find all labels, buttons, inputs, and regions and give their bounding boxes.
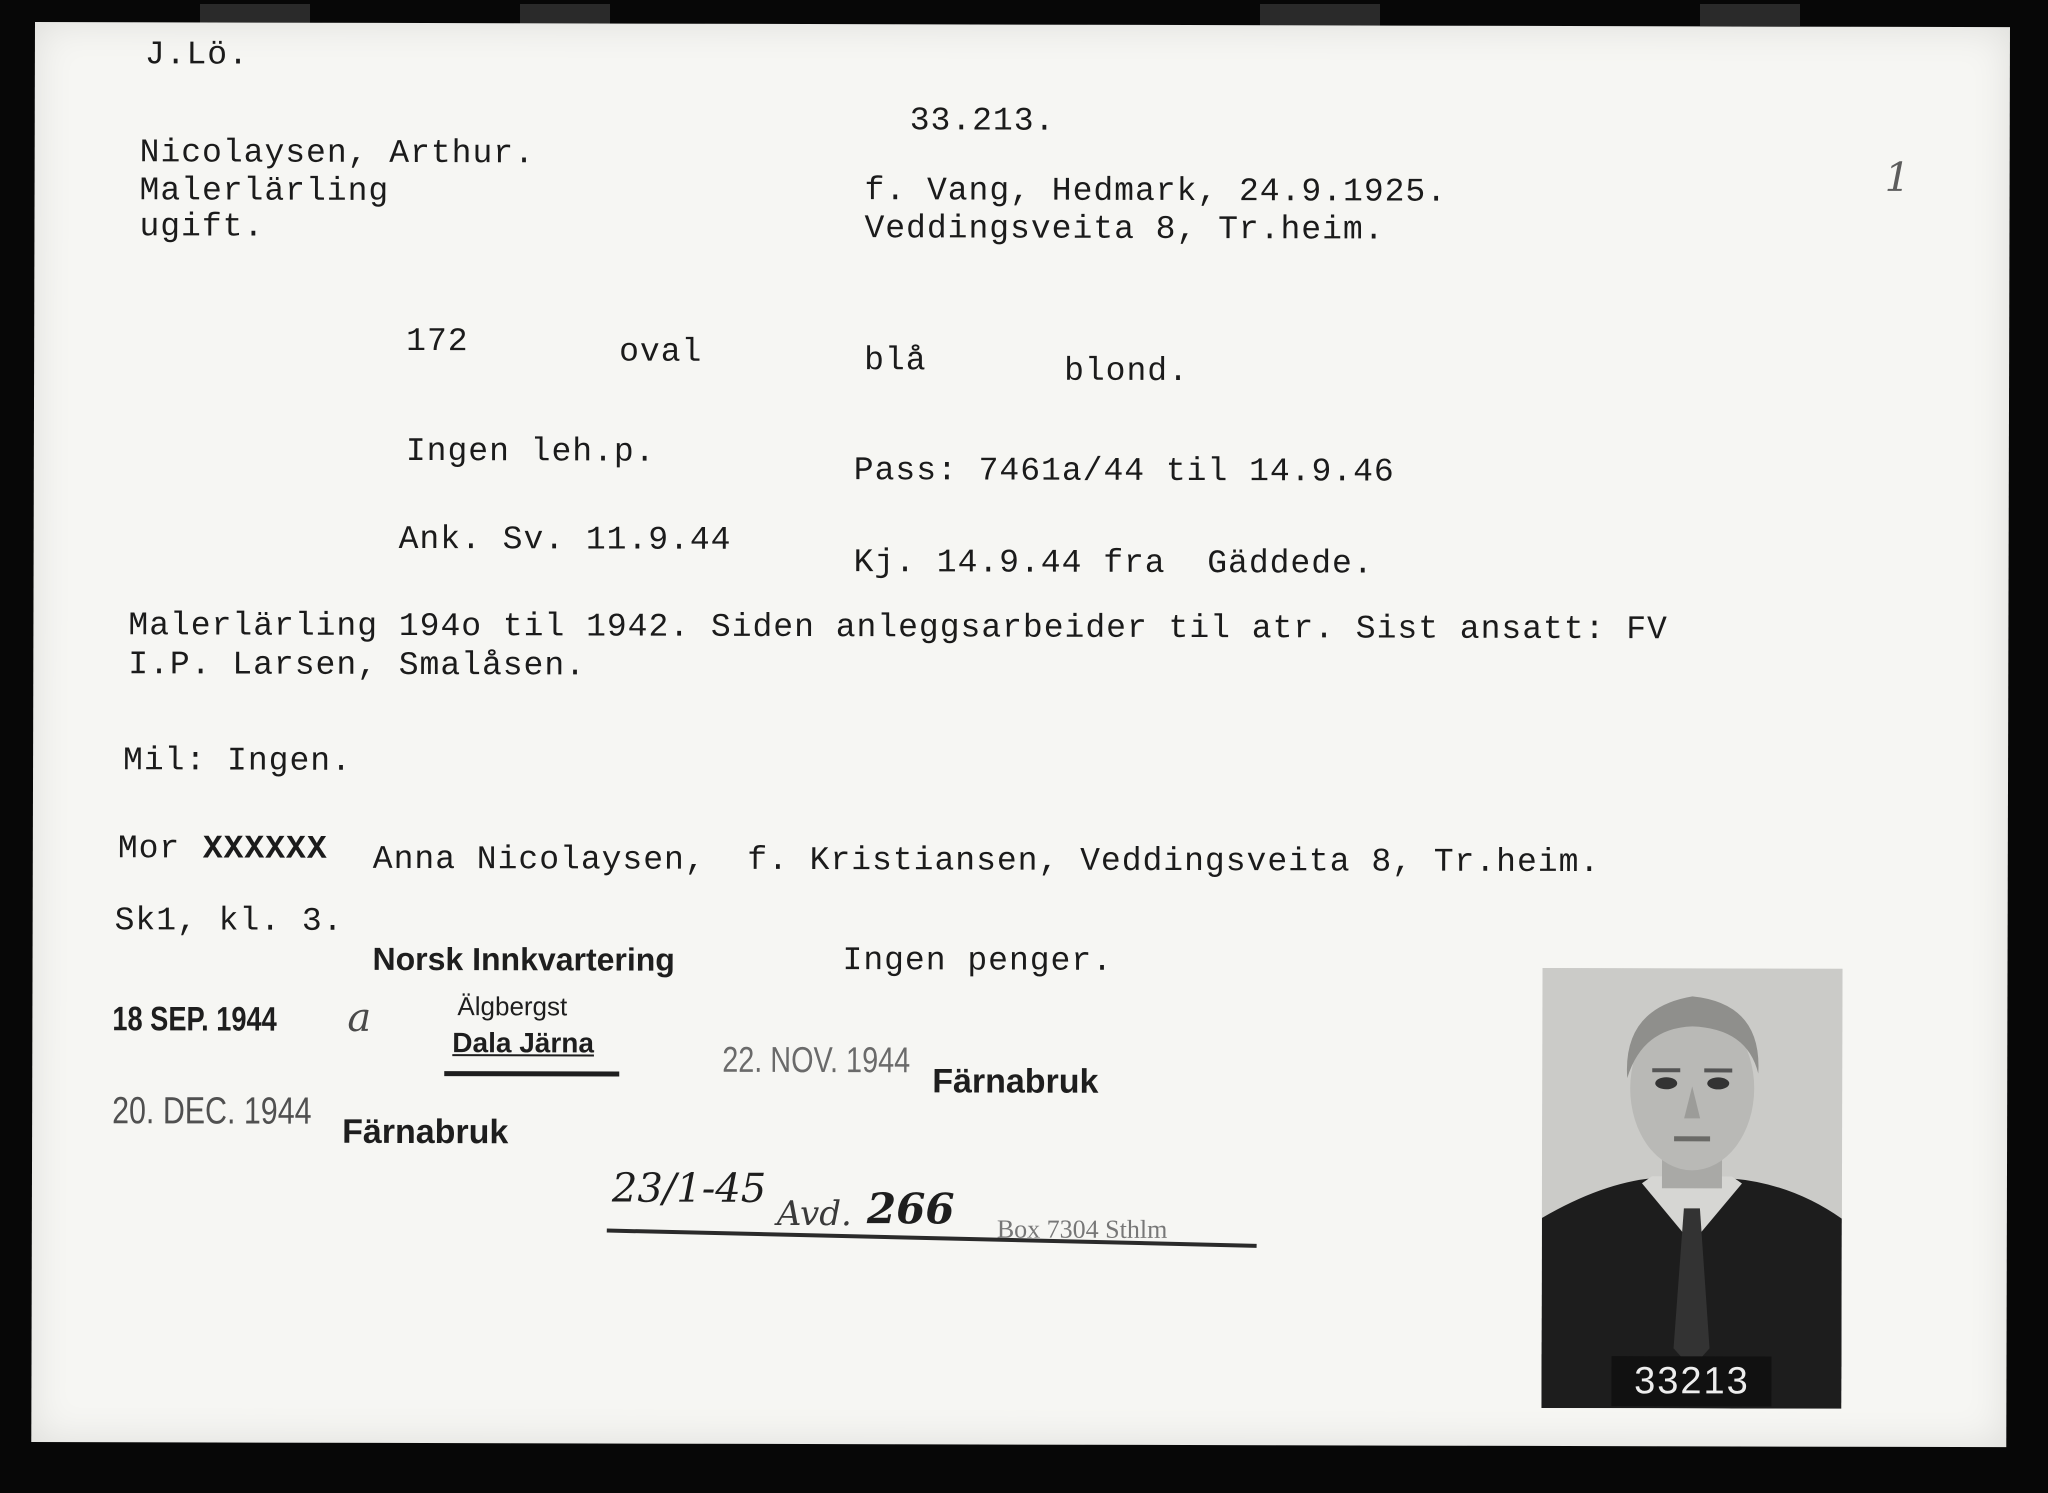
work-history-line2: I.P. Larsen, Smalåsen. [128,646,587,685]
arrival-route: Kj. 14.9.44 fra Gäddede. [853,544,1374,583]
signoff-box: Box 7304 Sthlm [996,1214,1168,1244]
eye-color: blå [864,342,927,380]
signoff-date: 23/1-45 [611,1165,767,1212]
film-edge-mark [1260,4,1380,26]
face-shape: oval [619,333,703,371]
date-stamp-3-place: Färnabruk [342,1112,509,1152]
case-number: 33.213. [909,102,1056,140]
date-stamp-2: 22. NOV. 1944 [722,1038,911,1081]
date-stamp-1: 18 SEP. 1944 [112,1000,277,1039]
lodging-stamp-title: Norsk Innkvartering [372,940,675,978]
address: Veddingsveita 8, Tr.heim. [864,210,1385,249]
portrait-photo [1541,968,1842,1409]
mother-label: Mor [117,830,181,868]
id-papers: Ingen leh.p. [405,432,656,471]
marital-status: ugift. [139,208,265,246]
work-history-line1: Malerlärling 194o til 1942. Siden anleggsarbeider til atr. Sist ansatt: FV [128,607,1668,649]
lodging-stamp-place2: Dala Järna [452,1027,595,1059]
military-service: Mil: Ingen. [123,742,352,780]
lodging-stamp-rule [444,1071,619,1076]
mother-struck-text: XXXXXX [202,830,328,868]
portrait-image [1541,968,1842,1409]
film-edge-mark [1700,4,1800,26]
date-stamp-2-place: Färnabruk [932,1062,1099,1101]
hair-color: blond. [1064,352,1189,391]
photo-plate-number: 33213 [1634,1360,1750,1403]
lodging-stamp-place: Älgbergst [457,991,568,1022]
signoff-avd-label: Avd. [776,1193,852,1235]
corner-code: J.Lö. [144,36,249,74]
registration-card [31,22,2010,1447]
mother-info: Anna Nicolaysen, f. Kristiansen, Veddingsveita 8, Tr.heim. [372,840,1601,882]
signoff-avd-number: 266 [866,1184,955,1234]
pencil-mark: 1 [1884,154,1911,201]
occupation: Malerlärling [139,172,390,210]
money-note: Ingen penger. [842,942,1114,980]
date-stamp-1-initial: a [347,994,372,1041]
passport: Pass: 7461a/44 til 14.9.46 [853,452,1395,491]
ski-class: Sk1, kl. 3. [114,902,344,940]
height: 172 [406,322,469,361]
person-name: Nicolaysen, Arthur. [139,134,535,173]
birth-info: f. Vang, Hedmark, 24.9.1925. [864,172,1448,211]
arrival-date: Ank. Sv. 11.9.44 [398,520,732,559]
date-stamp-3: 20. DEC. 1944 [112,1090,312,1133]
